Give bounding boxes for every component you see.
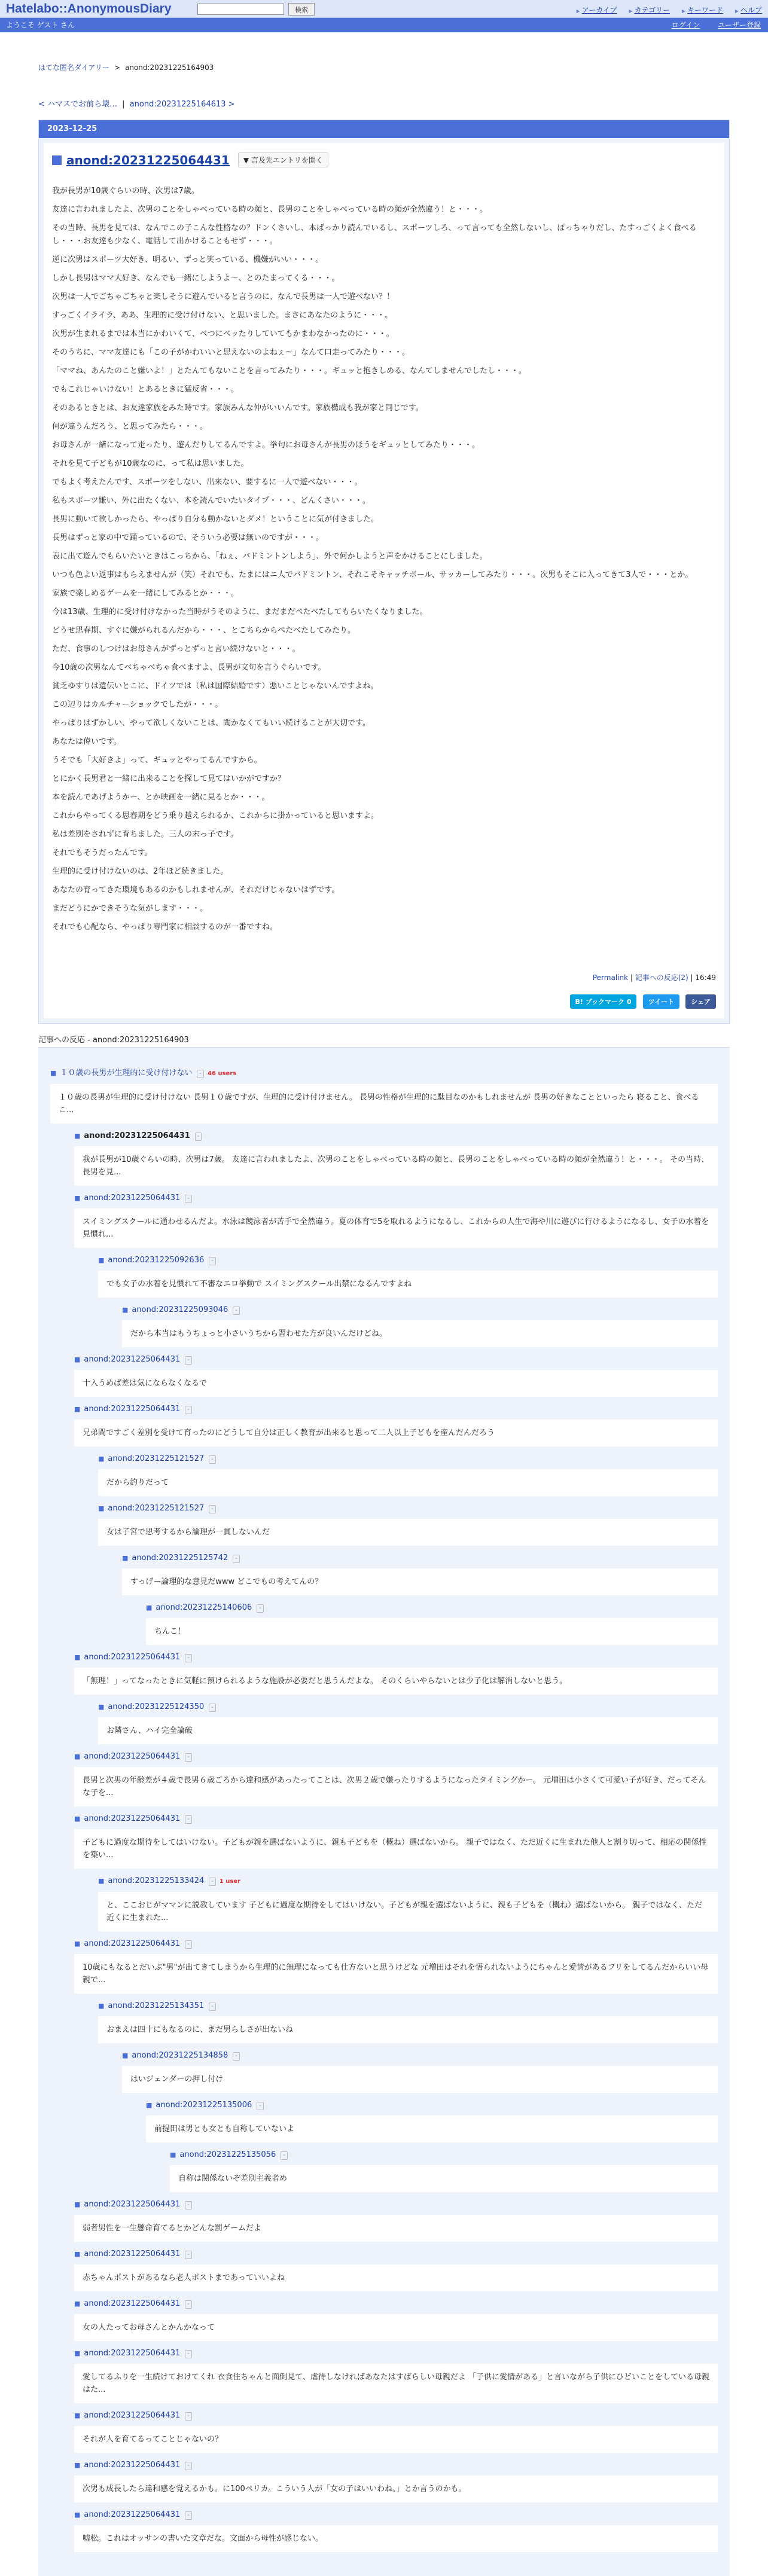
point-badge[interactable]: -: [209, 1704, 216, 1712]
trackback-item: [98, 1503, 718, 1645]
trackback-id-link[interactable]: anond:20231225064431: [84, 2411, 181, 2420]
entry-paragraph: 長男はずっと家の中で踊っているので、そういう必要は無いのですが・・・。: [52, 533, 324, 542]
trackback-item: [74, 2199, 718, 2242]
trackback-id-link[interactable]: anond:20231225064431: [84, 2510, 181, 2519]
trackback-id-link[interactable]: anond:20231225064431: [84, 1131, 190, 1140]
trackback-excerpt: 赤ちゃんポストがあるなら老人ポストまであっていいよね: [74, 2264, 718, 2291]
trackback-id-link[interactable]: anond:20231225134858: [132, 2051, 228, 2060]
trackback-item: [98, 1876, 718, 1931]
trackback-item: [98, 2001, 718, 2192]
prev-entry-link[interactable]: < ハマスでお前ら壊…: [38, 100, 118, 109]
trackback-excerpt: 女の人たってお母さんとかんかなって: [74, 2314, 718, 2341]
entry-paragraph: とにかく長男君と一緒に出来ることを探して見てはいかがですか？: [52, 774, 286, 783]
entry-paragraph: どうせ思春期、すぐに嫌がられるんだから・・・、とこちらからベたべたしてみたり。: [52, 625, 356, 635]
entry-title[interactable]: anond:20231225064431: [66, 152, 230, 167]
point-badge[interactable]: -: [185, 2251, 192, 2259]
nav-help[interactable]: ▶ ヘルプ: [735, 6, 762, 14]
entry-paragraph: その当時、長男を見ては、なんでこの子こんな性格なの？ドンくさいし、本ばっかり読んでいるし、スポーツしろ、って言っても全然しないし、ぽっちゃりだし、たすっごくよく食べるし・・・お友達も少なく、電話して出かけることもせず・・・。: [52, 223, 697, 246]
trackback-id-link[interactable]: anond:20231225121527: [108, 1504, 205, 1513]
point-badge[interactable]: -: [185, 2462, 192, 2470]
point-badge[interactable]: -: [185, 1940, 192, 1949]
trackback-excerpt: 前提田は男とも女とも自称していないよ: [146, 2116, 718, 2142]
entry-paragraph: 逆に次男はスポーツ大好き、明るい、ずっと笑っている、機嫌がいい・・・。: [52, 255, 324, 264]
trackback-id-link[interactable]: anond:20231225064431: [84, 1653, 181, 1662]
trackback-id-link[interactable]: anond:20231225064431: [84, 2299, 181, 2308]
point-badge[interactable]: -: [185, 2350, 192, 2358]
trackback-id-link[interactable]: anond:20231225140606: [156, 1603, 252, 1612]
point-badge[interactable]: -: [281, 2151, 288, 2160]
point-badge[interactable]: -: [209, 1505, 216, 1513]
trackback-id-link[interactable]: anond:20231225064431: [84, 2250, 181, 2258]
trackback-excerpt: 長男と次男の年齢差が４歳で長男６歳ごろから違和感があったってことは、次男２歳で嫌ったりするようになったタイミングかー。 元増田は小さくて可愛い子が好き、だってそんな子を...: [74, 1767, 718, 1806]
entry-paragraph: あなたの育ってきた環境もあるのかもしれませんが、それだけじゃないはずです。: [52, 885, 340, 895]
welcome-text: ようこそ ゲスト さん: [6, 21, 75, 29]
trackback-id-link[interactable]: anond:20231225064431: [84, 1355, 181, 1364]
trackback-item: [98, 1454, 718, 1496]
nav-keyword[interactable]: ▶ キーワード: [682, 6, 723, 14]
point-badge[interactable]: -: [185, 1815, 192, 1824]
site-header: [0, 0, 768, 18]
point-badge[interactable]: -: [185, 1195, 192, 1203]
trackback-item: [146, 2100, 718, 2192]
entry-pager: [38, 97, 730, 109]
entry-paragraph: ただ、食事のしつけはお母さんがずっとずっと言い続けないと・・・。: [52, 644, 300, 654]
trackback-title-link[interactable]: １０歳の長男が生理的に受け付けない: [60, 1069, 193, 1078]
trackback-id-link[interactable]: anond:20231225064431: [84, 1194, 181, 1202]
open-mention-button[interactable]: ▼ 言及先エントリを開く: [238, 152, 328, 167]
point-badge[interactable]: -: [197, 1070, 204, 1078]
trackback-excerpt: それが人を育てるってことじゃないの？: [74, 2426, 718, 2453]
entry-paragraph: しかし長男はママ大好き、なんでも一緒にしようよ～、とのたまってくる・・・。: [52, 273, 340, 283]
point-badge[interactable]: -: [185, 2300, 192, 2309]
entry-section: [38, 120, 730, 1024]
tweet-button[interactable]: ツイート: [643, 994, 679, 1009]
trackback-id-link[interactable]: anond:20231225134351: [108, 2001, 205, 2010]
entry-paragraph: それでも心配なら、やっぱり専門家に相談するのが一番ですね。: [52, 922, 278, 932]
trackback-excerpt: 自称は関係ないぞ差別主義者め: [170, 2165, 718, 2192]
trackback-id-link[interactable]: anond:20231225064431: [84, 1814, 181, 1823]
entry-paragraph: でもよく考えたんです、スポーツをしない、出来ない、要するに一人で遊べない・・・。: [52, 477, 362, 487]
trackback-id-link[interactable]: anond:20231225064431: [84, 2200, 181, 2209]
entry-paragraph: そのあるときとは、お友達家族をみた時です。家族みんな仲がいいんです。家族構成も我が家と同じです。: [52, 403, 423, 413]
entry-paragraph: でもこれじゃいけない！とあるときに猛反省・・・。: [52, 384, 239, 394]
trackback-excerpt: 愛してるふりを一生続けておけてくれ 衣食住ちゃんと面倒見て、虐待しなければあなたはすばらしい母親だよ 「子供に愛情がある」と言いながら子供にひどいことをしている母親はた...: [74, 2364, 718, 2403]
trackback-excerpt: スイミングスクールに通わせるんだよ。水泳は競泳者が苦手で全然違う。夏の体育で5を取れるようになるし、これからの人生で海や川に遊びに行けるようになるし、女子の水着を見慣れ...: [74, 1208, 718, 1248]
trackback-item: [122, 2050, 718, 2192]
nav-archive[interactable]: ▶ アーカイブ: [577, 6, 617, 14]
entry-paragraph: この辺りはカルチャーショックでしたが・・・。: [52, 700, 223, 709]
trackback-id-link[interactable]: anond:20231225124350: [108, 1702, 205, 1711]
entry-paragraph: やっぱりはずかしい、やって欲しくないことは、聞かなくてもいい続けることが大切です。: [52, 718, 370, 728]
entry-body: [44, 143, 724, 1018]
trackback-id-link[interactable]: anond:20231225064431: [84, 2461, 181, 2470]
trackback-excerpt: 10歳にもなるとだいぶ"男"が出てきてしまうから生理的に無理になっても仕方ないと思うけどな 元増田はそれを悟られないようにちゃんと愛情があるフリをしてるんだからいい母親で...: [74, 1954, 718, 1994]
trackback-id-link[interactable]: anond:20231225064431: [84, 1405, 181, 1414]
top-nav: [567, 5, 762, 15]
entry-paragraph: いつも色よい返事はもらえませんが（笑）それでも、たまにはニ人でバドミントン、それこそキャッチボール、サッカーしてみたり・・・。次男もそこに入ってきて3人で・・・とか。: [52, 570, 693, 579]
point-badge[interactable]: -: [209, 1257, 216, 1265]
point-badge[interactable]: -: [233, 2052, 240, 2061]
trackback-excerpt: 十入うめば差は気にならなくなるで: [74, 1370, 718, 1397]
trackback-item: [74, 1404, 718, 1645]
trackback-excerpt: と、ここおじがママンに説教しています 子どもに過度な期待をしてはいけない。子どもが親を選ばないように、親も子どもを（概ね）選ばないから。 親子ではなく、ただ近くに生まれた...: [98, 1892, 718, 1931]
point-badge[interactable]: -: [185, 1654, 192, 1662]
entry-paragraph: 私は差別をされずに育ちました。三人の末っ子です。: [52, 829, 238, 839]
entry-paragraph: すっごくイライラ、ああ、生理的に受け付けない、と思いました。まさにあなたのように・・・。: [52, 310, 393, 320]
trackback-excerpt: 兄弟間ですごく差別を受けて育ったのにどうして自分は正しく教育が出来ると思って二人以上子どもを産んだんだろう: [74, 1420, 718, 1446]
point-badge[interactable]: -: [185, 2511, 192, 2520]
point-badge[interactable]: -: [185, 2412, 192, 2421]
trackback-item: [74, 2299, 718, 2341]
entry-paragraph: 次男が生まれるまでは本当にかわいくて、べつにベッたりしていてもかまわなかったのに・・・。: [52, 329, 394, 338]
point-badge[interactable]: -: [209, 1878, 216, 1886]
entry-paragraph: お母さんが一緒になって走ったり、遊んだりしてるんですよ。挙句にお母さんが長男のほうをギュッとしてみたり・・・。: [52, 440, 480, 450]
trackback-excerpt: すっげー論理的な意見だwww どこでもの考えてんの？: [122, 1568, 718, 1595]
trackback-item: [98, 1255, 718, 1347]
entry-paragraph: 本を読んであげようかー、とか映画を一緒に見るとか・・・。: [52, 792, 270, 802]
trackback-excerpt: １０歳の長男が生理的に受け付けない 長男１０歳ですが、生理的に受け付けません。 長男の性格が生理的に駄目なのかもしれませんが 長男の好きなことといったら 寝ること、食べるこ...: [50, 1084, 718, 1124]
entry-footer: Permalink | 記事への反応(2) | 16:49: [592, 973, 716, 982]
trackback-item: [98, 1702, 718, 1744]
permalink-link[interactable]: Permalink: [592, 973, 629, 982]
entry-paragraph: 今は13歳、生理的に受け付けなかった当時がうそのように、まだまだベたべたしてもらいたくなりました。: [52, 607, 428, 616]
point-badge[interactable]: -: [233, 1307, 240, 1315]
trackback-excerpt: だから本当はもうちょっと小さいうちから習わせた方が良いんだけどね。: [122, 1320, 718, 1347]
point-badge[interactable]: -: [209, 1455, 216, 1464]
trackback-id-link[interactable]: anond:20231225064431: [84, 1752, 181, 1761]
point-badge[interactable]: -: [195, 1133, 202, 1141]
trackback-id-link[interactable]: anond:20231225135056: [179, 2150, 276, 2159]
trackback-id-link[interactable]: anond:20231225121527: [108, 1454, 205, 1463]
breadcrumb: [38, 62, 730, 72]
trackback-excerpt: 女は子宮で思考するから論理が一貫しないんだ: [98, 1519, 718, 1546]
point-badge[interactable]: -: [185, 1406, 192, 1414]
trackback-item: [74, 1751, 718, 1806]
point-badge[interactable]: -: [233, 1555, 240, 1563]
entry-time: 16:49: [695, 973, 716, 982]
entry-paragraph: まだどうにかできそうな気がします・・・。: [52, 904, 208, 913]
welcome-bar: [0, 18, 768, 32]
mention-link[interactable]: 記事への反応(2): [635, 973, 688, 982]
point-badge[interactable]: -: [209, 2003, 216, 2011]
entry-paragraph: 友達に言われましたよ、次男のことをしゃべっている時の顔と、長男のことをしゃべっている時の顔が全然違う！と・・・。: [52, 205, 488, 214]
trackback-item: [74, 2348, 718, 2403]
next-entry-link[interactable]: anond:20231225164613 >: [129, 100, 235, 109]
reactions-title: 記事への反応 - anond:20231225164903: [38, 1031, 730, 1048]
login-link[interactable]: ログイン: [671, 21, 700, 29]
trackback-id-link[interactable]: anond:20231225135006: [156, 2101, 252, 2110]
trackback-item: [50, 1068, 718, 2552]
nav-category[interactable]: ▶ カテゴリー: [629, 6, 670, 14]
trackback-excerpt: ちんこ！: [146, 1618, 718, 1645]
point-badge[interactable]: -: [185, 1356, 192, 1365]
trackback-item: [122, 1305, 718, 1347]
trackback-excerpt: 弱者男性を一生懸命育てるとかどんな罰ゲームだよ: [74, 2215, 718, 2242]
pager-separator: |: [122, 100, 125, 109]
share-buttons: [52, 994, 716, 1009]
breadcrumb-current: anond:20231225164903: [124, 63, 214, 72]
entry-paragraph: 何が違うんだろう、と思ってみたら・・・。: [52, 422, 208, 431]
entry-paragraph: 表に出て遊んでもらいたいときはこっちから、「ねぇ、バドミントンしよう」、外で何かしようと声をかけることにしました。: [52, 551, 487, 561]
trackback-excerpt: だから釣りだって: [98, 1469, 718, 1496]
trackback-id-link[interactable]: anond:20231225064431: [84, 2349, 181, 2358]
entry-paragraph: あなたは偉いです。: [52, 737, 121, 746]
trackback-excerpt: 我が長男が10歳ぐらいの時、次男は7歳。 友達に言われましたよ、次男のことをしゃべっている時の顔と、長男のことをしゃべっている時の顔が全然違う！と・・・。 その当時、長男を見...: [74, 1146, 718, 1186]
trackback-id-link[interactable]: anond:20231225133424: [108, 1876, 205, 1885]
trackback-id-link[interactable]: anond:20231225092636: [108, 1256, 205, 1265]
breadcrumb-separator: >: [114, 63, 120, 72]
trackback-item: [146, 1603, 718, 1645]
trackback-item: [74, 1814, 718, 1931]
register-link[interactable]: ユーザー登録: [717, 21, 761, 29]
point-badge[interactable]: -: [185, 1753, 192, 1762]
trackback-excerpt: 次男も成長したら違和感を覚えるかも。に100ペリカ。こういう人が「女の子はいいわね。」とか言うのかも。: [74, 2476, 718, 2502]
entry-paragraph: 「ママね、あんたのこと嫌いよ！」とたんてもないことを言ってみたり・・・。ギュッと抱きしめる、なんてしませんでしたし・・・。: [52, 366, 527, 376]
square-icon: [52, 155, 62, 165]
trackback-tree: [38, 1048, 730, 2576]
point-badge[interactable]: -: [257, 1604, 264, 1613]
entry-paragraph: 今10歳の次男なんてベちゃベちゃ食べますよ、長男が文句を言うぐらいです。: [52, 663, 326, 672]
entry-paragraph: 貧乏ゆすりは遺伝いとこに、ドイツでは（私は国際結婚です）悪いことじゃないんですよね。: [52, 681, 379, 691]
trackback-item: [74, 1354, 718, 1397]
entry-paragraph: 生理的に受け付けないのは、2年ほど続きました。: [52, 866, 228, 876]
bookmark-users-badge[interactable]: 1 user: [219, 1878, 241, 1885]
trackback-excerpt: でも女子の水着を見慣れて不審なエロ挙動で スイミングスクール出禁になるんですよね: [98, 1271, 718, 1298]
hatena-bookmark-button[interactable]: B! ブックマーク 0: [570, 994, 637, 1009]
entry-date: 2023-12-25: [39, 120, 729, 138]
trackback-item: [74, 2510, 718, 2552]
search-button[interactable]: 検索: [288, 3, 315, 16]
trackback-item: [74, 1652, 718, 1744]
point-badge[interactable]: -: [185, 2201, 192, 2209]
site-logo[interactable]: Hatelabo::AnonymousDiary: [6, 2, 172, 16]
trackback-excerpt: 子どもに過度な期待をしてはいけない。子どもが親を選ばないように、親も子どもを（概ね）選ばないから。 親子ではなく、ただ近くに生まれた他人と割り切って、相応の関係性を築い...: [74, 1829, 718, 1869]
trackback-excerpt: 嘘松。これはオッサンの書いた文章だな。文面から母性が感じない。: [74, 2525, 718, 2552]
entry-paragraph: これからやってくる思春期をどう乗り越えられるか、これからに掛かっていると思いますよ。: [52, 811, 379, 820]
entry-paragraph: それを見て子どもが10歳なのに、って私は思いました。: [52, 459, 249, 468]
trackback-item: [74, 1131, 718, 1186]
trackback-item: [170, 2150, 718, 2192]
entry-paragraph: 家族で楽しめるゲームを一緒にしてみるとか・・・。: [52, 588, 239, 598]
trackback-item: [122, 1553, 718, 1645]
trackback-item: [74, 2249, 718, 2291]
entry-content: [52, 182, 716, 936]
trackback-excerpt: はいジェンダーの押し付け: [122, 2066, 718, 2093]
trackback-item: [74, 2460, 718, 2502]
search-input[interactable]: [197, 4, 284, 15]
trackback-item: [74, 2410, 718, 2453]
breadcrumb-home[interactable]: はてな匿名ダイアリー: [38, 63, 109, 72]
trackback-excerpt: おまえは四十にもなるのに、まだ男らしさが出ないね: [98, 2016, 718, 2043]
entry-paragraph: それでもそうだったんです。: [52, 848, 153, 857]
trackback-id-link[interactable]: anond:20231225064431: [84, 1939, 181, 1948]
entry-paragraph: 次男は一人でごちゃごちゃと楽しそうに遊んでいると言うのに、なんで長男は一人で遊べない？！: [52, 292, 395, 301]
entry-paragraph: うそでも「大好きよ」って、ギュッとやってるんですから。: [52, 755, 262, 765]
trackback-item: [74, 1939, 718, 2192]
facebook-share-button[interactable]: シェア: [685, 994, 716, 1009]
trackback-excerpt: 「無理！」ってなったときに気軽に預けられるような施設が必要だと思うんだよな。 そのくらいやらないとは少子化は解消しないと思う。: [74, 1668, 718, 1695]
entry-paragraph: そのうちに、ママ友達にも「この子がかわいいと思えないのよねぇ～」なんて口走ってみたり・・・。: [52, 347, 410, 357]
point-badge[interactable]: -: [257, 2102, 264, 2110]
trackback-id-link[interactable]: anond:20231225093046: [132, 1305, 228, 1314]
entry-paragraph: 我が長男が10歳ぐらいの時、次男は7歳。: [52, 186, 199, 196]
trackback-excerpt: お隣さん、ハイ完全論破: [98, 1717, 718, 1744]
entry-paragraph: 私もスポーツ嫌い、外に出たくない、本を読んでいたいタイプ・・・、どんくさい・・・。: [52, 496, 370, 505]
trackback-item: [74, 1193, 718, 1347]
bookmark-users-badge[interactable]: 46 users: [208, 1070, 237, 1077]
entry-paragraph: 長男に動いて欲しかったら、やっぱり自分も動かないとダメ！ということに気が付きました。: [52, 514, 379, 524]
trackback-id-link[interactable]: anond:20231225125742: [132, 1553, 228, 1562]
